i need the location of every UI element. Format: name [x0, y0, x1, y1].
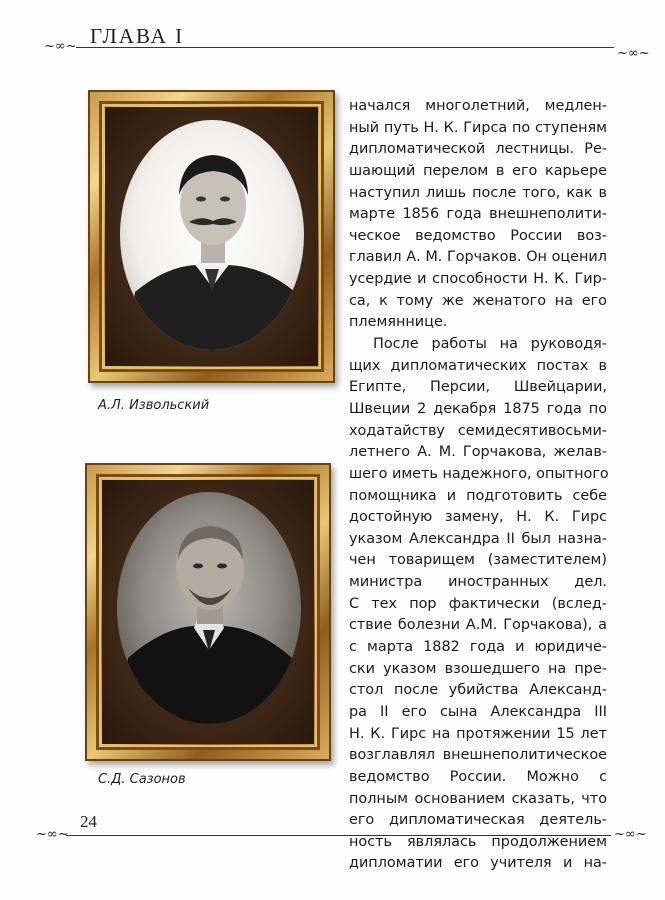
- page-number: 24: [80, 812, 97, 831]
- text-line: ческое ведомство России воз-: [349, 227, 607, 244]
- chapter-title: ГЛАВА I: [90, 24, 185, 48]
- text-line: ски указом взошедшего на пре-: [349, 660, 607, 677]
- text-line: помощника и подготовить себе: [349, 487, 607, 504]
- text-line: полным основанием сказать, что: [349, 790, 607, 807]
- text-line: шающий перелом в его карьере: [349, 162, 607, 179]
- body-text: [349, 96, 607, 875]
- text-line: са, к тому же женатого на его: [349, 292, 607, 309]
- text-line: усердие и способности Н. К. Гир-: [349, 271, 607, 288]
- text-line: марте 1856 года внешнеполити-: [349, 206, 607, 223]
- text-line: стол после убийства Александ-: [349, 682, 607, 699]
- footer-rule: [66, 835, 611, 836]
- portrait-caption: С.Д. Сазонов: [98, 772, 186, 787]
- header-rule: [76, 47, 614, 48]
- text-line: министра иностранных дел.: [349, 574, 607, 591]
- text-line: племяннице.: [349, 314, 448, 331]
- text-line: главил А. М. Горчаков. Он оценил: [349, 249, 607, 266]
- swirl-ornament-icon: ~∞~: [614, 827, 647, 842]
- text-line: достойную замену, Н. К. Гирс: [349, 509, 607, 526]
- text-line: щих дипломатических постах в: [349, 357, 607, 374]
- portrait-photo-icon: [102, 480, 314, 744]
- text-line: ность являлась продолжением: [349, 833, 607, 850]
- text-line: начался многолетний, медлен-: [349, 98, 607, 114]
- portrait-engraving-icon: [105, 107, 318, 366]
- text-line: ра II его сына Александра III: [349, 703, 607, 720]
- portrait-sazonov: [102, 480, 314, 744]
- swirl-ornament-icon: ~∞~: [36, 827, 69, 842]
- text-line: Египте, Персии, Швейцарии,: [349, 379, 607, 396]
- text-line: Н. К. Гирс на протяжении 15 лет: [349, 725, 607, 742]
- text-line: Швеции 2 декабря 1875 года по: [349, 400, 607, 417]
- text-line: указом Александра II был назна-: [349, 530, 607, 547]
- text-line: возглавлял внешнеполитическое: [349, 747, 607, 764]
- text-line: После работы на руководя-: [373, 336, 607, 353]
- text-line: шего иметь надежного, опытного: [349, 465, 609, 482]
- text-line: ведомство России. Можно с: [349, 768, 607, 785]
- text-line: С тех пор фактически (вслед-: [349, 595, 607, 612]
- text-line: чен товарищем (заместителем): [349, 552, 607, 569]
- text-line: летнего А. М. Горчакова, желав-: [349, 444, 607, 461]
- portrait-caption: А.Л. Извольский: [98, 398, 210, 413]
- portrait-frame-izvolsky: [88, 90, 335, 383]
- text-line: его дипломатическая деятель-: [349, 812, 607, 829]
- swirl-ornament-icon: ~∞~: [617, 46, 650, 61]
- text-line: с марта 1882 года и юридиче-: [349, 639, 607, 656]
- text-line: дипломатии его учителя и на-: [349, 855, 607, 872]
- swirl-ornament-icon: ~∞~: [44, 39, 77, 54]
- portrait-frame-sazonov: [85, 463, 331, 761]
- portrait-izvolsky: [105, 107, 318, 366]
- text-line: ходатайству семидесятивосьми-: [349, 422, 607, 439]
- text-line: наступил лишь после того, как в: [349, 184, 607, 201]
- text-line: ствие болезни А.М. Горчакова), а: [349, 617, 607, 634]
- text-line: ный путь Н. К. Гирса по ступеням: [349, 119, 607, 136]
- text-line: дипломатической лестницы. Ре-: [349, 141, 607, 158]
